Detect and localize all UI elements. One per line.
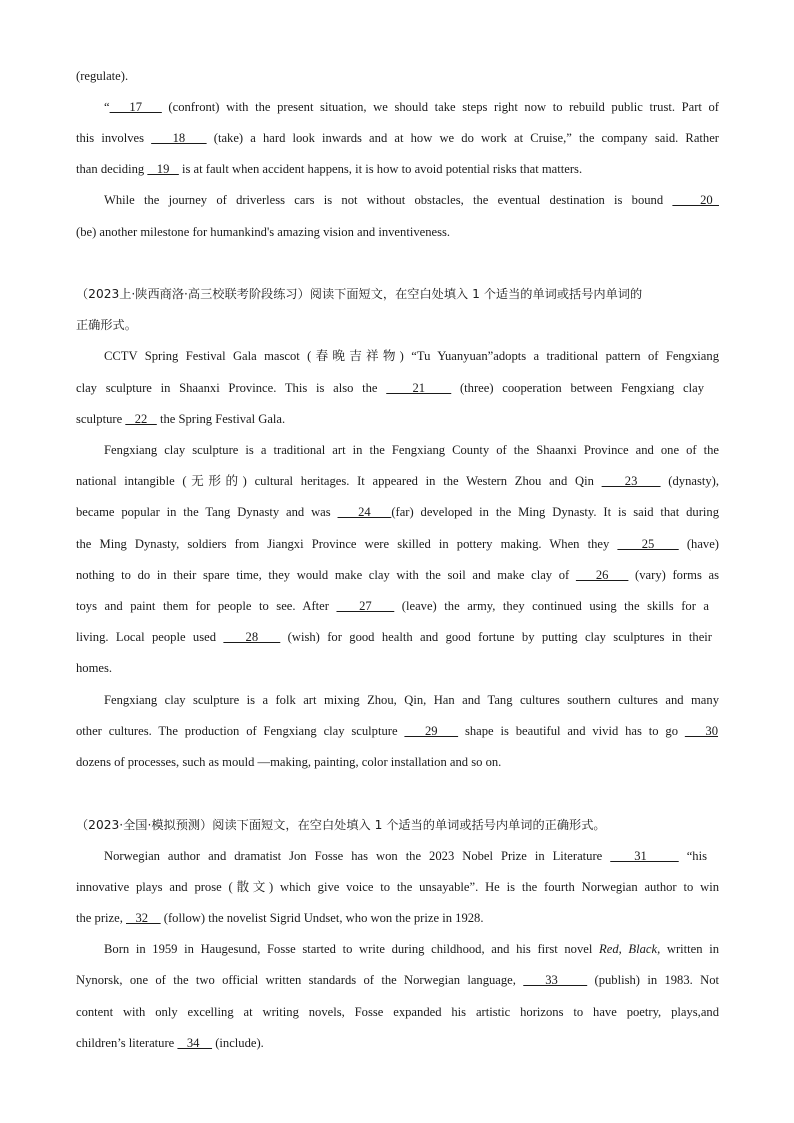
p2-line: toys and paint them for people to see. After 27 (leave) the army, they continued using the skills for a xyxy=(76,599,710,613)
blank-17[interactable]: 17 xyxy=(109,100,162,114)
p3-line: the prize, 32 (follow) the novelist Sigrid Undset, who won the prize in 1928. xyxy=(76,911,484,925)
blank-31[interactable]: 31 xyxy=(610,849,679,863)
blank-18[interactable]: 18 xyxy=(151,131,207,145)
p2-line: national intangible (无形的) cultural heritages. It appeared in the Western Zhou and Qin 23 (dynasty), xyxy=(76,474,720,488)
p2-line: homes. xyxy=(76,661,113,675)
blank-27[interactable]: 27 xyxy=(336,599,395,613)
blank-23[interactable]: 23 xyxy=(601,474,661,488)
p3-line: Norwegian author and dramatist Jon Fosse has won the 2023 Nobel Prize in Literature 31 “his xyxy=(104,849,707,863)
blank-25[interactable]: 25 xyxy=(617,537,679,551)
p2-line: other cultures. The production of Fengxiang clay sculpture 29 shape is beautiful and vivid has to go 30 xyxy=(76,724,719,738)
p2-line: the Ming Dynasty, soldiers from Jiangxi Province were skilled in pottery making. When they 25 (have) xyxy=(76,537,719,551)
p3-line: innovative plays and prose (散文) which give voice to the unsayable”. He is the fourth Norwegian author to win xyxy=(76,880,719,894)
p2-line: nothing to do in their spare time, they would make clay with the soil and make clay of 26 (vary) forms as xyxy=(76,568,719,582)
p2-line: clay sculpture in Shaanxi Province. This is also the 21 (three) cooperation between Fengxiang clay xyxy=(76,381,705,395)
p2-line: dozens of processes, such as mould —making, painting, color installation and so on. xyxy=(76,755,502,769)
p1-line: (regulate). xyxy=(76,69,129,83)
p3-line: Nynorsk, one of the two official written standards of the Norwegian language, 33 (publish) in 1983. Not xyxy=(76,973,720,987)
p1-line: While the journey of driverless cars is not without obstacles, the eventual destination is bound 20 xyxy=(104,193,719,207)
p1-line: than deciding 19 is at fault when accident happens, it is how to avoid potential risks that matters. xyxy=(76,162,583,176)
blank-20[interactable]: 20 xyxy=(672,193,719,207)
blank-32[interactable]: 32 xyxy=(126,911,161,925)
p2-line: Fengxiang clay sculpture is a traditional art in the Fengxiang County of the Shaanxi Province and one of the xyxy=(104,443,719,457)
p2-line: Fengxiang clay sculpture is a folk art mixing Zhou, Qin, Han and Tang cultures southern cultures and many xyxy=(104,693,719,707)
blank-22[interactable]: 22 xyxy=(125,412,157,426)
p3-line: children’s literature 34 (include). xyxy=(76,1036,264,1050)
p3-line: content with only excelling at writing novels, Fosse expanded his artistic horizons to have poetry, plays,and xyxy=(76,1005,719,1019)
blank-34[interactable]: 34 xyxy=(177,1036,213,1050)
blank-26[interactable]: 26 xyxy=(575,568,629,582)
section-heading: （2023上·陕西商洛·高三校联考阶段练习）阅读下面短文，在空白处填入 1 个适当的单词或括号内单词的 xyxy=(76,287,643,301)
p1-line: this involves 18 (take) a hard look inwards and at how we do work at Cruise,” the company said. Rather xyxy=(76,131,719,145)
p2-line: living. Local people used 28 (wish) for good health and good fortune by putting clay sculptures in their xyxy=(76,630,713,644)
novel-title: Red, Black xyxy=(599,942,658,956)
blank-28[interactable]: 28 xyxy=(223,630,281,644)
p2-line: sculpture 22 the Spring Festival Gala. xyxy=(76,412,286,426)
blank-30[interactable]: 30 xyxy=(684,724,719,738)
blank-21[interactable]: 21 xyxy=(386,381,452,395)
section-heading: （2023·全国·模拟预测）阅读下面短文，在空白处填入 1 个适当的单词或括号内单词的正确形式。 xyxy=(76,818,606,832)
p2-line: CCTV Spring Festival Gala mascot (春晚吉祥物) “Tu Yuanyuan”adopts a traditional pattern of Fengxiang xyxy=(104,349,719,363)
section-heading: 正确形式。 xyxy=(76,318,137,332)
p1-line: (be) another milestone for humankind's amazing vision and inventiveness. xyxy=(76,225,451,239)
p1-line: “ 17 (confront) with the present situation, we should take steps right now to rebuild public trust. Part of xyxy=(104,100,720,114)
blank-33[interactable]: 33 xyxy=(523,973,588,987)
blank-29[interactable]: 29 xyxy=(404,724,459,738)
p3-line: Born in 1959 in Haugesund, Fosse started to write during childhood, and his first novel Red, Black, written in xyxy=(104,942,719,956)
blank-19[interactable]: 19 xyxy=(147,162,179,176)
p2-line: became popular in the Tang Dynasty and was 24 (far) developed in the Ming Dynasty. It is said that during xyxy=(76,505,719,519)
blank-24[interactable]: 24 xyxy=(337,505,392,519)
